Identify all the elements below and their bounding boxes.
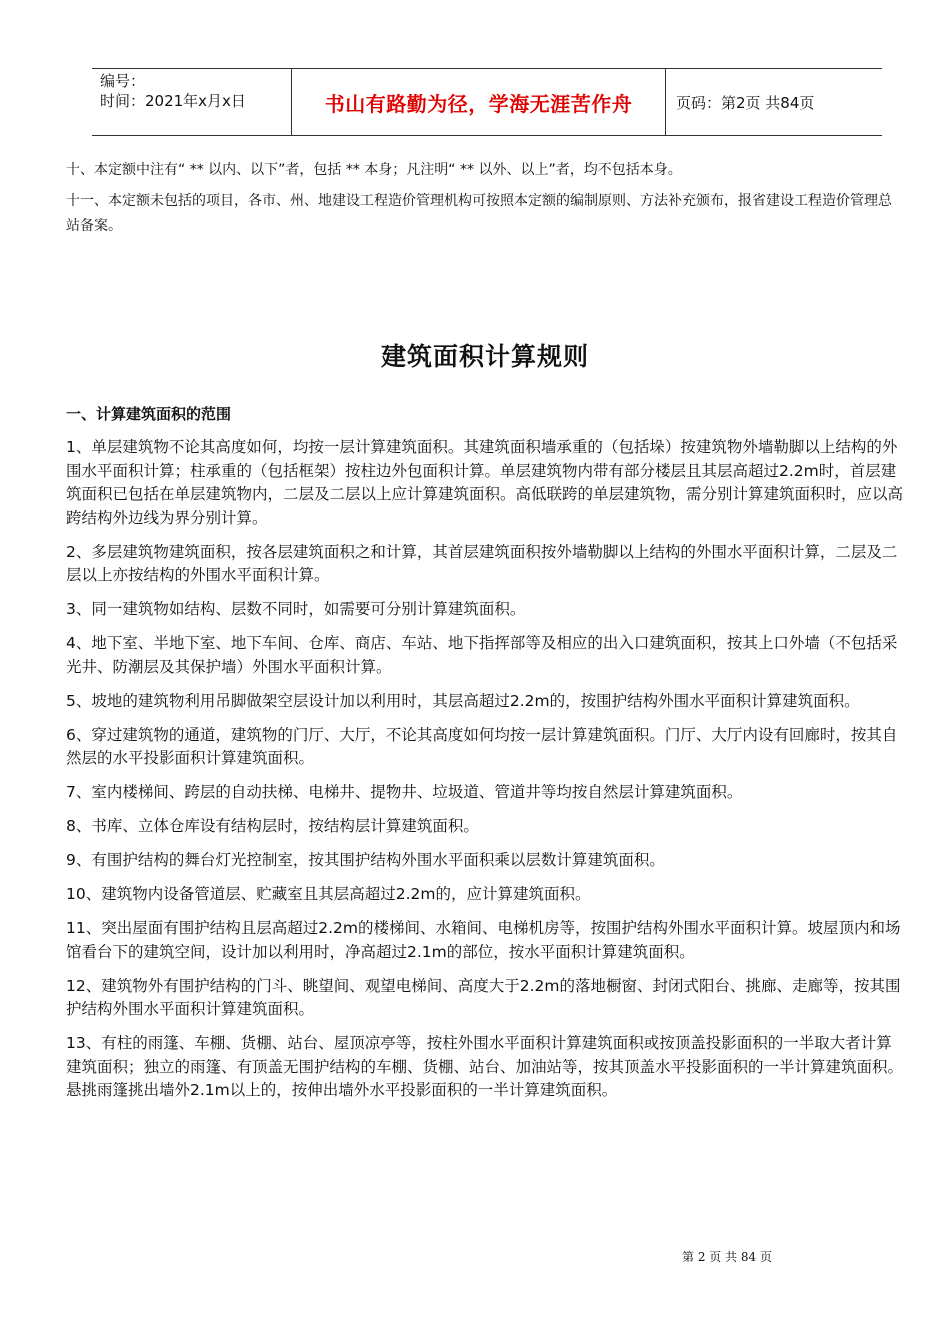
document-body: [66, 158, 904, 1113]
rule-paragraph-11: 11、突出屋面有围护结构且层高超过2.2m的楼梯间、水箱间、电梯机房等，按围护结构外围水平面积计算。坡屋顶内和场馆看台下的建筑空间，设计加以利用时，净高超过2.1m的部位，按水平面积计算建筑面积。: [66, 919, 901, 961]
document-title: 建筑面积计算规则: [380, 342, 589, 371]
rule-paragraph-8: 8、书库、立体仓库设有结构层时，按结构层计算建筑面积。: [66, 817, 479, 835]
rule-paragraph-6: 6、穿过建筑物的通道，建筑物的门厅、大厅，不论其高度如何均按一层计算建筑面积。门厅、大厅内设有回廊时，按其自然层的水平投影面积计算建筑面积。: [66, 725, 898, 767]
rule-paragraph-9: 9、有围护结构的舞台灯光控制室，按其围护结构外围水平面积乘以层数计算建筑面积。: [66, 851, 665, 869]
header-meta: [92, 69, 292, 135]
page-footer: 第 2 页 共 84 页: [682, 1250, 772, 1264]
note-10: 十、本定额中注有“ ** 以内、以下”者，包括 ** 本身；凡注明“ ** 以外、以上”者，均不包括本身。: [66, 162, 682, 178]
header-motto: 书山有路勤为径，学海无涯苦作舟: [292, 69, 666, 135]
rule-paragraph-2: 2、多层建筑物建筑面积，按各层建筑面积之和计算，其首层建筑面积按外墙勒脚以上结构的外围水平面积计算，二层及二层以上亦按结构的外围水平面积计算。: [66, 542, 898, 584]
header-number: 编号：: [100, 72, 146, 90]
rule-paragraph-10: 10、建筑物内设备管道层、贮藏室且其层高超过2.2m的，应计算建筑面积。: [66, 885, 591, 903]
note-11: 十一、本定额未包括的项目，各市、州、地建设工程造价管理机构可按照本定额的编制原则、方法补充颁布，报省建设工程造价管理总站备案。: [66, 193, 892, 234]
rule-paragraph-7: 7、室内楼梯间、跨层的自动扶梯、电梯井、提物井、垃圾道、管道井等均按自然层计算建筑面积。: [66, 783, 743, 801]
rule-paragraph-1: 1、单层建筑物不论其高度如何，均按一层计算建筑面积。其建筑面积墙承重的（包括垛）按建筑物外墙勒脚以上结构的外围水平面积计算；柱承重的（包括框架）按柱边外包面积计算。单层建筑物内带有部分楼层且其层高超过2.2m时，首层建筑面积已包括在单层建筑物内，二层及二层以上应计算建筑面积。高低联跨的单层建筑物，需分别计算建筑面积时，应以高跨结构外边线为界分别计算。: [66, 438, 904, 527]
section-heading: 一、计算建筑面积的范围: [66, 405, 232, 423]
rule-paragraph-12: 12、建筑物外有围护结构的门斗、眺望间、观望电梯间、高度大于2.2m的落地橱窗、封闭式阳台、挑廊、走廊等，按其围护结构外围水平面积计算建筑面积。: [66, 976, 901, 1018]
page-header: [92, 68, 882, 136]
rule-paragraph-5: 5、坡地的建筑物利用吊脚做架空层设计加以利用时，其层高超过2.2m的，按围护结构外围水平面积计算建筑面积。: [66, 691, 860, 710]
rule-paragraph-13: 13、有柱的雨篷、车棚、货棚、站台、屋顶凉亭等，按柱外围水平面积计算建筑面积或按顶盖投影面积的一半取大者计算建筑面积；独立的雨篷、有顶盖无围护结构的车棚、货棚、站台、加油站等，按其顶盖水平投影面积的一半计算建筑面积。悬挑雨篷挑出墙外2.1m以上的，按伸出墙外水平投影面积的一半计算建筑面积。: [66, 1034, 904, 1099]
rule-paragraph-3: 3、同一建筑物如结构、层数不同时，如需要可分别计算建筑面积。: [66, 600, 526, 618]
rule-paragraph-4: 4、地下室、半地下室、地下车间、仓库、商店、车站、地下指挥部等及相应的出入口建筑面积，按其上口外墙（不包括采光井、防潮层及其保护墙）外围水平面积计算。: [66, 634, 898, 676]
header-page-number: 页码：第2页 共84页: [676, 93, 815, 112]
header-time: 时间：2021年x月x日: [100, 92, 246, 110]
